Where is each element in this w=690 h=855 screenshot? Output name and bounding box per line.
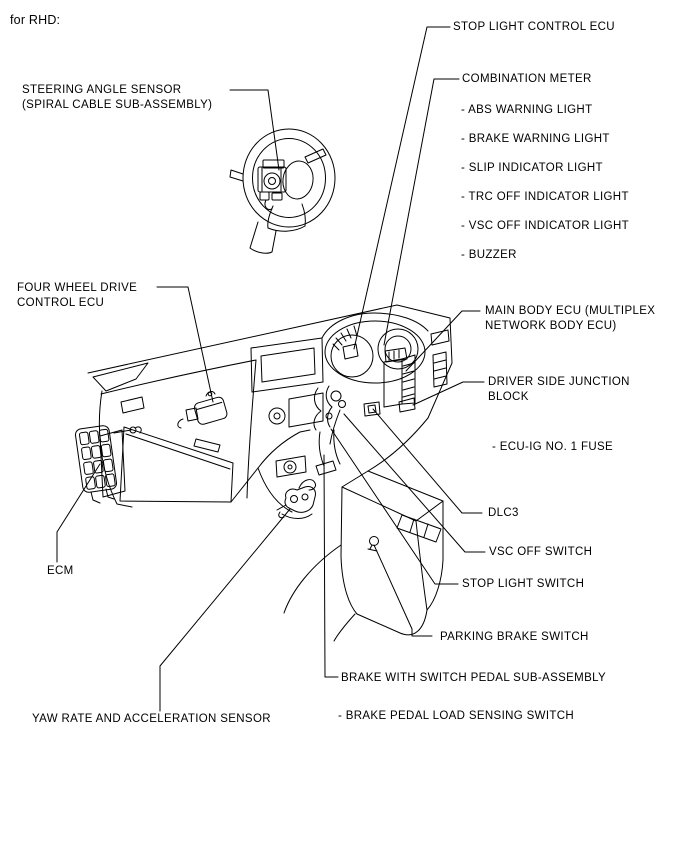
label-slip-indicator-light: - SLIP INDICATOR LIGHT [461, 162, 603, 174]
leader-junction-block [413, 382, 484, 405]
steering-angle-sensor-part [258, 160, 286, 209]
label-vsc-off-switch: VSC OFF SWITCH [489, 546, 593, 558]
stop-light-control-ecu-part [343, 344, 358, 359]
steering-column-harness [314, 386, 346, 475]
yaw-rate-sensor-part [277, 480, 316, 519]
label-trc-off-indicator-light: - TRC OFF INDICATOR LIGHT [461, 191, 629, 203]
leader-main-body-ecu [406, 311, 480, 371]
label-brake-pedal-load-sensing-switch: - BRAKE PEDAL LOAD SENSING SWITCH [338, 710, 575, 722]
junction-block-part [384, 348, 415, 412]
label-abs-warning-light: - ABS WARNING LIGHT [461, 104, 593, 116]
glove-box-handle [194, 439, 220, 452]
steering-wheel [230, 129, 335, 253]
label-dlc3: DLC3 [488, 507, 519, 519]
turn-signal-stalk [230, 170, 243, 181]
label-four-wheel-drive-control-ecu: FOUR WHEEL DRIVE CONTROL ECU [17, 282, 138, 309]
ecm-part [75, 425, 141, 503]
label-driver-side-junction-block: DRIVER SIDE JUNCTION BLOCK [488, 376, 630, 403]
dash-left-endcap [99, 391, 132, 507]
leader-four-wheel-drive-ecu [157, 287, 213, 402]
side-vent [121, 397, 144, 413]
four-wheel-drive-ecu-part [178, 392, 228, 428]
combination-meter-part [322, 313, 428, 383]
label-ecu-ig-no1-fuse: - ECU-IG NO. 1 FUSE [492, 441, 614, 453]
label-yaw-rate-sensor: YAW RATE AND ACCELERATION SENSOR [32, 713, 271, 725]
steering-column-shroud [250, 222, 276, 253]
defroster-wing [93, 363, 148, 391]
leader-steering-angle-sensor [230, 90, 279, 170]
label-ecm: ECM [47, 565, 74, 577]
label-main-body-ecu: MAIN BODY ECU (MULTIPLEX NETWORK BODY ECU) [485, 305, 656, 332]
dash-lower-contour [231, 430, 310, 502]
label-brake-with-switch-pedal: BRAKE WITH SWITCH PEDAL SUB-ASSEMBLY [341, 672, 607, 684]
leader-stop-light-control-ecu [354, 27, 450, 349]
parking-brake-switch-part [370, 537, 379, 546]
leader-yaw-rate-sensor [160, 509, 290, 711]
leader-brake-pedal-assembly [324, 455, 338, 677]
label-combination-meter: COMBINATION METER [462, 73, 592, 85]
label-stop-light-switch: STOP LIGHT SWITCH [462, 578, 585, 590]
label-parking-brake-switch: PARKING BRAKE SWITCH [440, 631, 589, 643]
label-vsc-off-indicator-light: - VSC OFF INDICATOR LIGHT [461, 220, 630, 232]
leader-ecm [57, 464, 100, 562]
leader-dlc3 [373, 409, 482, 513]
diagram-note: for RHD: [10, 13, 61, 27]
label-buzzer: - BUZZER [461, 249, 517, 261]
leader-vsc-off-switch [344, 414, 485, 552]
label-steering-angle-sensor: STEERING ANGLE SENSOR (SPIRAL CABLE SUB-ASSEMBLY) [22, 84, 213, 111]
dashboard [88, 305, 452, 512]
label-brake-warning-light: - BRAKE WARNING LIGHT [461, 133, 610, 145]
center-stack-panel [289, 393, 323, 427]
label-stop-light-control-ecu: STOP LIGHT CONTROL ECU [453, 21, 615, 33]
dlc3-part [364, 402, 380, 416]
brake-pedal-pad [316, 461, 336, 475]
leader-lines [57, 27, 485, 711]
